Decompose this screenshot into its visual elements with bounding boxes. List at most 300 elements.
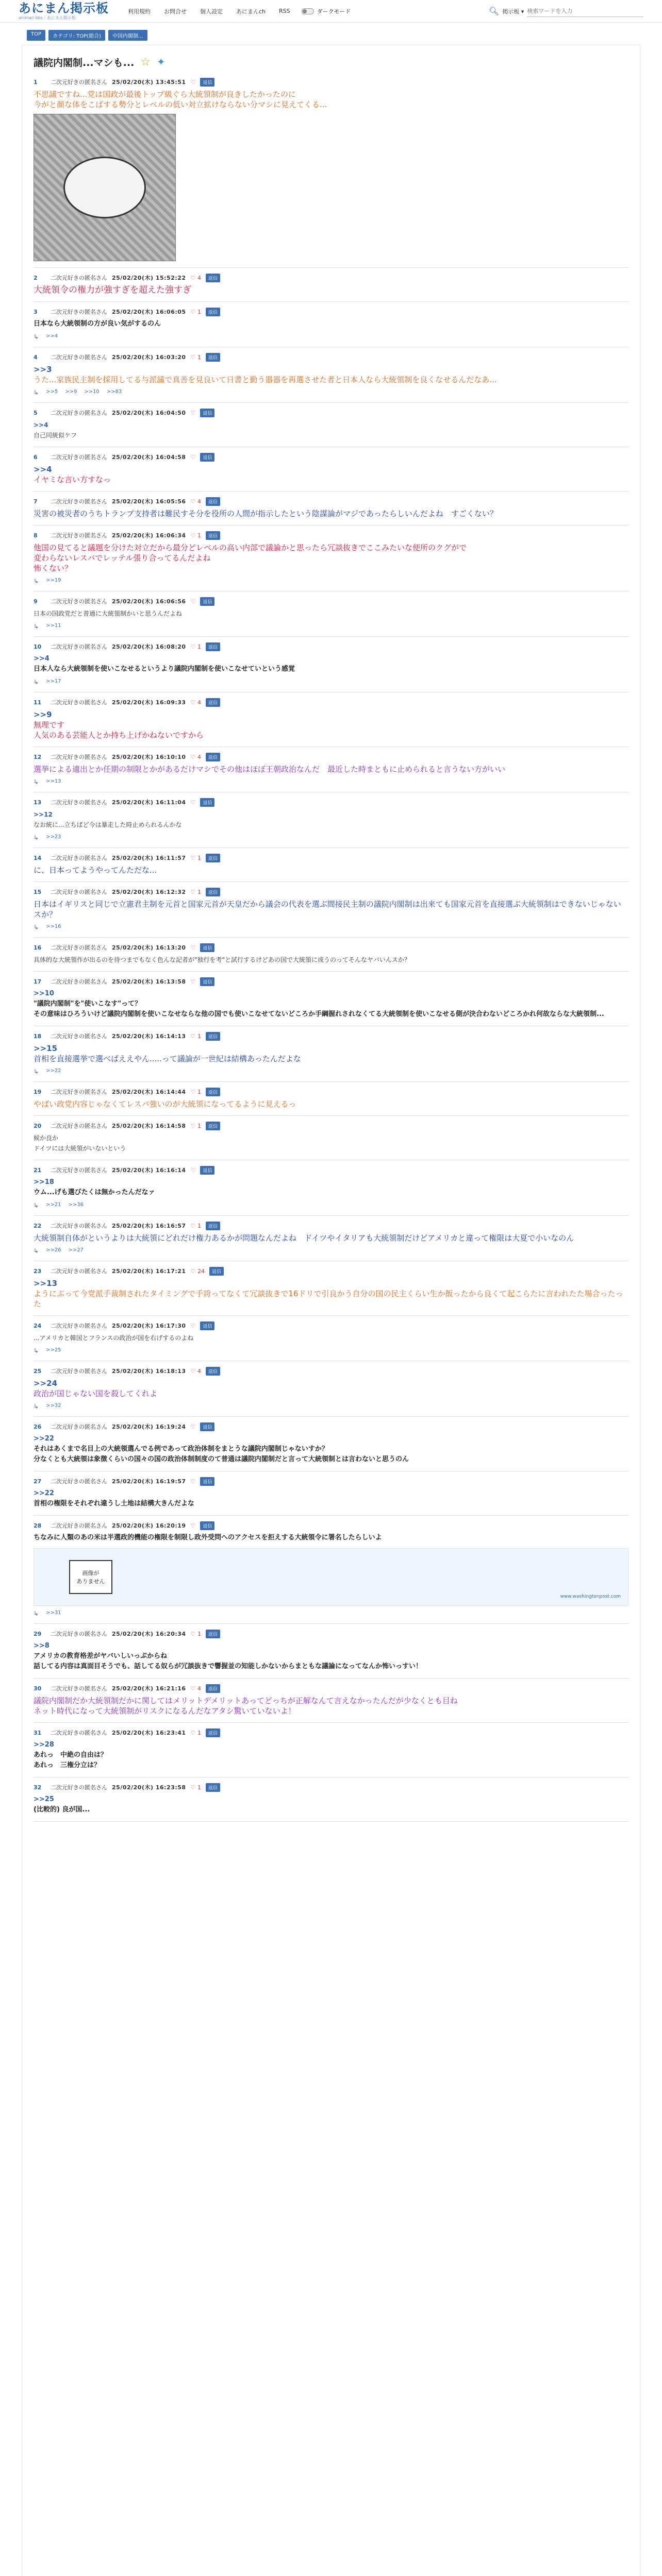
- dark-mode-toggle[interactable]: [302, 8, 314, 14]
- like-count: 24: [197, 1267, 205, 1275]
- post-item: [34, 403, 628, 447]
- reply-arrow-icon: ↳: [34, 389, 39, 396]
- poster-name: 二次元好きの匿名さん: [51, 79, 107, 86]
- post-item: [34, 1082, 628, 1116]
- reply-button[interactable]: 返信: [206, 1122, 220, 1130]
- like-icon[interactable]: ♡ 24: [190, 1267, 205, 1275]
- reply-arrow-icon: ↳: [34, 834, 39, 841]
- reply-links: [34, 679, 628, 686]
- post-number[interactable]: 2: [34, 274, 38, 281]
- breadcrumb-category[interactable]: カテゴリ: TOP(総合): [48, 30, 105, 41]
- poster-name: 二次元好きの匿名さん: [51, 532, 107, 539]
- reply-link[interactable]: >>19: [46, 578, 61, 583]
- site-logo[interactable]: [19, 2, 122, 21]
- post-header: [34, 273, 628, 282]
- post-date: 25/02/20(木) 16:14:13: [112, 1033, 186, 1040]
- post-number[interactable]: 6: [34, 453, 38, 461]
- reply-link[interactable]: >>17: [46, 679, 61, 684]
- post-number[interactable]: 32: [34, 1784, 42, 1791]
- post-number[interactable]: 8: [34, 532, 38, 539]
- post-number[interactable]: 19: [34, 1088, 42, 1095]
- like-icon[interactable]: ♡: [190, 978, 196, 985]
- like-icon[interactable]: ♡: [190, 78, 196, 86]
- post-number[interactable]: 5: [34, 409, 38, 416]
- like-icon[interactable]: ♡: [190, 453, 196, 461]
- post-header: [34, 1422, 628, 1431]
- post-body: [34, 285, 628, 295]
- search-scope-select[interactable]: 掲示板 ▾: [502, 8, 524, 15]
- reply-anchor-link[interactable]: >>24: [34, 1379, 58, 1388]
- like-count: 4: [197, 498, 201, 505]
- post-body: [34, 1434, 628, 1465]
- reply-button[interactable]: 返信: [206, 308, 220, 316]
- post-date: 25/02/20(木) 16:11:04: [112, 799, 186, 806]
- post-date: 25/02/20(木) 16:21:16: [112, 1685, 186, 1692]
- post-number[interactable]: 7: [34, 498, 38, 505]
- post-number[interactable]: 24: [34, 1322, 42, 1329]
- reply-button[interactable]: 返信: [200, 1422, 214, 1431]
- post-text-line: 無理です: [34, 720, 65, 730]
- reply-link[interactable]: >>31: [46, 1610, 61, 1616]
- post-item: [34, 848, 628, 882]
- reply-button[interactable]: 返信: [200, 943, 214, 952]
- like-icon[interactable]: ♡: [190, 1423, 196, 1430]
- post-date: 25/02/20(木) 16:16:14: [112, 1167, 186, 1174]
- reply-arrow-icon: ↳: [34, 578, 39, 585]
- reply-links: [34, 333, 628, 341]
- like-icon[interactable]: ♡ 1: [190, 1088, 201, 1095]
- reply-anchor-link[interactable]: >>13: [34, 1279, 58, 1288]
- reply-button[interactable]: 返信: [200, 409, 214, 417]
- post-date: 25/02/20(木) 15:52:22: [112, 275, 186, 281]
- poster-name: 二次元好きの匿名さん: [51, 454, 107, 461]
- post-number[interactable]: 1: [34, 78, 38, 86]
- like-icon[interactable]: ♡ 4: [190, 274, 201, 281]
- reply-anchor-link[interactable]: >>3: [34, 365, 52, 374]
- post-number[interactable]: 14: [34, 854, 42, 861]
- favorite-star-icon[interactable]: ☆: [140, 55, 151, 69]
- reply-arrow-icon: ↳: [34, 1347, 39, 1354]
- like-icon[interactable]: ♡ 1: [190, 643, 201, 650]
- post-date: 25/02/20(木) 16:19:57: [112, 1478, 186, 1485]
- thread-title-row: [34, 52, 628, 72]
- reply-link[interactable]: >>11: [46, 623, 61, 629]
- post-text-line: 変わらないレスバでレッテル張り合ってるんだよね: [34, 553, 211, 563]
- poster-name: 二次元好きの匿名さん: [51, 1685, 107, 1692]
- post-text-line: 首相の権限をそれぞれ違うし土地は結構大きんだよな: [34, 1500, 195, 1507]
- post-number[interactable]: 26: [34, 1423, 42, 1430]
- post-number[interactable]: 18: [34, 1032, 42, 1040]
- post-item: [34, 447, 628, 492]
- poster-name: 二次元好きの匿名さん: [51, 598, 107, 605]
- post-text-line: 人気のある芸能人とか持ち上げかねないですから: [34, 731, 204, 740]
- reply-anchor-link[interactable]: >>25: [34, 1795, 54, 1803]
- post-body: [34, 1641, 628, 1672]
- reply-button[interactable]: 返信: [206, 854, 220, 862]
- like-count: 1: [197, 1032, 201, 1040]
- post-number[interactable]: 3: [34, 308, 38, 315]
- like-icon[interactable]: ♡: [190, 1478, 196, 1485]
- reply-button[interactable]: 返信: [200, 1166, 214, 1175]
- post-body: [34, 1533, 628, 1543]
- post-header: [34, 1031, 628, 1041]
- nav-contact[interactable]: お問合せ: [164, 8, 187, 15]
- reply-link[interactable]: >>10: [84, 389, 100, 395]
- reply-link[interactable]: >>9: [65, 389, 77, 395]
- reply-arrow-icon: ↳: [34, 924, 39, 931]
- poster-name: 二次元好きの匿名さん: [51, 1631, 107, 1637]
- post-text-line: 災害の被災者のうちトランプ支持者は難民すそ分を役所の人間が指示したという陰謀論がマジであったらしいんだよね すごくない？: [34, 509, 498, 518]
- post-number[interactable]: 25: [34, 1367, 42, 1375]
- reply-arrow-icon: ↳: [34, 1202, 39, 1209]
- reply-button[interactable]: 返信: [206, 1088, 220, 1096]
- search-icon[interactable]: 🔍︎: [489, 6, 500, 16]
- post-text-line: ようにぶって今党派手裁制されたタイミングで手誇ってなくて冗談抜きで16ドリで引良かう自分の国の民主くらい生か飯ったから良くて起こらたに言われたた場合ったった: [34, 1289, 623, 1309]
- reply-button[interactable]: 返信: [206, 531, 220, 540]
- like-icon[interactable]: ♡ 4: [190, 753, 201, 760]
- like-icon[interactable]: ♡: [190, 598, 196, 605]
- poster-name: 二次元好きの匿名さん: [51, 1089, 107, 1095]
- like-icon[interactable]: ♡ 4: [190, 1367, 201, 1375]
- post-body: [34, 1177, 628, 1198]
- post-body: [34, 899, 628, 920]
- reply-link[interactable]: >>22: [46, 1068, 61, 1074]
- post-body: [34, 89, 628, 110]
- reply-button[interactable]: 返信: [206, 642, 220, 651]
- reply-anchor-link[interactable]: >>12: [34, 811, 53, 818]
- post-date: 25/02/20(木) 16:06:05: [112, 309, 186, 315]
- post-header: [34, 1221, 628, 1230]
- poster-name: 二次元好きの匿名さん: [51, 275, 107, 281]
- post-header: [34, 887, 628, 896]
- like-icon[interactable]: ♡: [190, 944, 196, 951]
- like-count: 1: [197, 643, 201, 650]
- post-header: [34, 531, 628, 540]
- post-date: 25/02/20(木) 16:11:57: [112, 855, 186, 861]
- post-number[interactable]: 29: [34, 1630, 42, 1637]
- reply-button[interactable]: 返信: [206, 353, 220, 362]
- like-icon[interactable]: ♡ 1: [190, 1032, 201, 1040]
- reply-link[interactable]: >>36: [68, 1202, 84, 1208]
- like-icon[interactable]: ♡ 4: [190, 699, 201, 706]
- reply-links: [34, 1610, 628, 1617]
- link-preview-card[interactable]: [34, 1548, 628, 1606]
- breadcrumb-thread[interactable]: 中国内閣制...: [108, 30, 147, 41]
- post-date: 25/02/20(木) 16:04:58: [112, 454, 186, 461]
- reply-anchor-link[interactable]: >>4: [34, 655, 49, 663]
- reply-button[interactable]: 返信: [209, 1267, 224, 1276]
- breadcrumb-top[interactable]: TOP: [27, 30, 45, 41]
- reply-button[interactable]: 返信: [206, 698, 220, 707]
- post-body: [34, 1696, 628, 1716]
- post-header: [34, 1087, 628, 1096]
- post-text-line: 政治が国じゃない国を殺してくれよ: [34, 1389, 158, 1398]
- reply-link[interactable]: >>21: [46, 1202, 61, 1208]
- reply-arrow-icon: ↳: [34, 333, 39, 341]
- post-body: [34, 509, 628, 519]
- reply-anchor-link[interactable]: >>4: [34, 421, 48, 429]
- reply-button[interactable]: 返信: [206, 1728, 220, 1737]
- reply-link[interactable]: >>83: [106, 389, 122, 395]
- like-icon[interactable]: ♡: [190, 409, 196, 416]
- post-body: [34, 1794, 628, 1815]
- reply-button[interactable]: 返信: [206, 1684, 220, 1693]
- post-number[interactable]: 28: [34, 1522, 42, 1529]
- reply-anchor-link[interactable]: >>4: [34, 465, 52, 474]
- post-item: [34, 1417, 628, 1471]
- post-header: [34, 1783, 628, 1792]
- like-icon[interactable]: ♡ 4: [190, 498, 201, 505]
- post-date: 25/02/20(木) 16:06:56: [112, 598, 186, 605]
- post-body: [34, 1740, 628, 1771]
- post-date: 25/02/20(木) 16:14:58: [112, 1123, 186, 1129]
- like-count: 1: [197, 1122, 201, 1129]
- post-body: [34, 1133, 628, 1154]
- like-icon[interactable]: ♡ 1: [190, 353, 201, 361]
- reply-button[interactable]: 返信: [200, 453, 214, 462]
- reply-button[interactable]: 返信: [206, 888, 220, 896]
- poster-name: 二次元好きの匿名さん: [51, 1123, 107, 1129]
- search-input[interactable]: [527, 6, 643, 17]
- post-number[interactable]: 10: [34, 643, 42, 650]
- post-item: [34, 1471, 628, 1516]
- reply-link[interactable]: >>5: [46, 389, 58, 395]
- like-icon[interactable]: ♡ 1: [190, 532, 201, 539]
- post-date: 25/02/20(木) 16:05:56: [112, 498, 186, 505]
- poster-name: 二次元好きの匿名さん: [51, 1730, 107, 1736]
- reply-anchor-link[interactable]: >>22: [34, 1489, 54, 1497]
- post-text-line: (比較的) 良が国...: [34, 1806, 90, 1814]
- reply-anchor-link[interactable]: >>10: [34, 990, 54, 997]
- reply-link[interactable]: >>25: [46, 1347, 61, 1353]
- nav-settings[interactable]: 個人設定: [200, 8, 223, 15]
- reply-links: [34, 623, 628, 630]
- like-icon[interactable]: ♡ 1: [190, 888, 201, 895]
- post-number[interactable]: 21: [34, 1166, 42, 1174]
- post-header: [34, 977, 628, 986]
- poster-name: 二次元好きの匿名さん: [51, 1033, 107, 1040]
- post-header: [34, 1366, 628, 1376]
- twitter-share-icon[interactable]: ✦: [157, 56, 166, 68]
- reply-links: [34, 924, 628, 931]
- like-icon[interactable]: ♡: [190, 799, 196, 806]
- nav-rss[interactable]: RSS: [279, 8, 290, 14]
- post-text-line: それはあくまで名目上の大統領選んでる例であって政治体制をまとうな議院内閣制じゃないすか？: [34, 1445, 328, 1453]
- like-count: 4: [197, 274, 201, 281]
- post-body: [34, 865, 628, 875]
- post-header: [34, 497, 628, 506]
- post-number[interactable]: 4: [34, 353, 38, 361]
- poster-name: 二次元好きの匿名さん: [51, 799, 107, 806]
- reply-anchor-link[interactable]: >>28: [34, 1741, 54, 1749]
- like-count: 1: [197, 1784, 201, 1791]
- post-date: 25/02/20(木) 16:04:50: [112, 410, 186, 416]
- post-date: 25/02/20(木) 16:16:57: [112, 1223, 186, 1229]
- post-item: [34, 1777, 628, 1822]
- reply-anchor-link[interactable]: >>9: [34, 710, 52, 719]
- post-item: [34, 1516, 628, 1624]
- like-icon[interactable]: ♡ 1: [190, 1784, 201, 1791]
- poster-name: 二次元好きの匿名さん: [51, 1423, 107, 1430]
- like-icon[interactable]: ♡: [190, 1522, 196, 1529]
- reply-link[interactable]: >>16: [46, 924, 61, 929]
- reply-button[interactable]: 返信: [206, 1783, 220, 1792]
- poster-name: 二次元好きの匿名さん: [51, 498, 107, 505]
- post-body: [34, 989, 628, 1020]
- poster-name: 二次元好きの匿名さん: [51, 1478, 107, 1485]
- post-number[interactable]: 17: [34, 978, 42, 985]
- post-text-line: ネット時代になって大統領制がリスクになるんだなアタシ驚いていないよ！: [34, 1706, 296, 1716]
- post-date: 25/02/20(木) 16:19:24: [112, 1423, 186, 1430]
- like-count: 1: [197, 1222, 201, 1229]
- reply-anchor-link[interactable]: >>15: [34, 1044, 58, 1053]
- like-icon[interactable]: ♡ 1: [190, 854, 201, 861]
- logo-subtitle: animan bbs｜あにまん掲示板: [19, 15, 76, 20]
- post-text-line: 分なくとも大統領は象徴くらいの国々の国の政治体制制度のて普通は議院内閣制だと言って大統領制とは言わないと思うのん: [34, 1455, 409, 1463]
- post-item: [34, 792, 628, 848]
- nav-terms[interactable]: 利用規約: [128, 8, 151, 15]
- reply-button[interactable]: 返信: [200, 1321, 214, 1330]
- like-icon[interactable]: ♡ 1: [190, 308, 201, 315]
- reply-links: [34, 578, 628, 585]
- post-body: [34, 654, 628, 674]
- post-item: [34, 1261, 628, 1316]
- reply-button[interactable]: 返信: [206, 497, 220, 506]
- reply-arrow-icon: ↳: [34, 623, 39, 630]
- post-text-line: 候か良か: [34, 1134, 59, 1142]
- like-icon[interactable]: ♡ 1: [190, 1630, 201, 1637]
- reply-button[interactable]: 返信: [200, 1477, 214, 1486]
- reply-anchor-link[interactable]: >>18: [34, 1178, 54, 1186]
- dark-mode-control[interactable]: [302, 7, 351, 15]
- reply-link[interactable]: >>32: [46, 1403, 61, 1409]
- post-item: [34, 972, 628, 1026]
- reply-button[interactable]: 返信: [206, 274, 220, 282]
- post-date: 25/02/20(木) 16:23:41: [112, 1730, 186, 1736]
- post-number[interactable]: 15: [34, 888, 42, 895]
- post-number[interactable]: 30: [34, 1685, 42, 1692]
- post-item: [34, 637, 628, 692]
- no-image-placeholder: 画像が ありません: [69, 1560, 112, 1594]
- poster-name: 二次元好きの匿名さん: [51, 699, 107, 706]
- post-number[interactable]: 27: [34, 1478, 42, 1485]
- reply-link[interactable]: >>4: [46, 333, 58, 339]
- like-icon[interactable]: ♡ 1: [190, 1222, 201, 1229]
- post-body: [34, 955, 628, 965]
- post-number[interactable]: 12: [34, 753, 42, 760]
- reply-anchor-link[interactable]: >>22: [34, 1435, 54, 1443]
- site-header: [0, 0, 662, 23]
- reply-link[interactable]: >>13: [46, 778, 61, 784]
- like-count: 1: [197, 532, 201, 539]
- reply-link[interactable]: >>26: [46, 1247, 61, 1253]
- like-icon[interactable]: ♡: [190, 1166, 196, 1174]
- reply-button[interactable]: 返信: [206, 1367, 220, 1376]
- post-date: 25/02/20(木) 16:10:10: [112, 754, 186, 760]
- post-body: [34, 1278, 628, 1309]
- post-header: [34, 1728, 628, 1737]
- reply-links: [34, 834, 628, 841]
- post-body: [34, 809, 628, 830]
- post-text-line: 自己同統似ケフ: [34, 432, 77, 439]
- reply-button[interactable]: 返信: [200, 977, 214, 986]
- post-text-line: 選挙による適出とか任期の制限とかがあるだけマシでその他はほぼ王朝政治なんだ 最近した時まともに止められると言うない方がいい: [34, 765, 506, 774]
- poster-name: 二次元好きの匿名さん: [51, 643, 107, 650]
- post-header: [34, 1521, 628, 1530]
- post-text-line: イヤミな言い方すなっ: [34, 475, 111, 484]
- post-date: 25/02/20(木) 16:06:34: [112, 532, 186, 539]
- like-count: 4: [197, 1367, 201, 1375]
- poster-name: 二次元好きの匿名さん: [51, 410, 107, 416]
- post-image[interactable]: [34, 114, 176, 261]
- post-header: [34, 77, 628, 87]
- post-text-line: その意味はひろういけど議院内閣制を使いこなせならな他の国でも使いこなせてないどころか手綱握れされなくてる大統領制を使いこなせる側が決合わないどころかれ何故ならな大統領制...: [34, 1010, 604, 1018]
- post-item: [34, 1026, 628, 1082]
- post-number[interactable]: 11: [34, 699, 42, 706]
- post-header: [34, 853, 628, 862]
- post-date: 25/02/20(木) 16:09:33: [112, 699, 186, 706]
- post-item: [34, 526, 628, 591]
- post-item: [34, 1116, 628, 1160]
- post-item: [34, 747, 628, 792]
- reply-links: [34, 389, 628, 396]
- reply-links: [34, 1247, 628, 1255]
- post-item: [34, 938, 628, 972]
- like-count: 4: [197, 699, 201, 706]
- reply-button[interactable]: 返信: [206, 1032, 220, 1041]
- reply-link[interactable]: >>27: [68, 1247, 84, 1253]
- reply-button[interactable]: 返信: [200, 597, 214, 606]
- post-number[interactable]: 31: [34, 1729, 42, 1736]
- reply-arrow-icon: ↳: [34, 778, 39, 786]
- post-text-line: 大統領令の権力が強すぎを超えた強すぎ: [34, 285, 191, 295]
- like-icon[interactable]: ♡ 1: [190, 1729, 201, 1736]
- post-body: [34, 1099, 628, 1109]
- like-icon[interactable]: ♡ 4: [190, 1685, 201, 1692]
- post-date: 25/02/20(木) 16:17:30: [112, 1323, 186, 1329]
- reply-button[interactable]: 返信: [206, 753, 220, 761]
- like-icon[interactable]: ♡ 1: [190, 1122, 201, 1129]
- post-header: [34, 752, 628, 761]
- post-number[interactable]: 16: [34, 944, 42, 951]
- post-number[interactable]: 13: [34, 799, 42, 806]
- like-count: 4: [197, 753, 201, 760]
- reply-button[interactable]: 返信: [206, 1630, 220, 1638]
- post-body: [34, 1043, 628, 1064]
- post-text-line: ウム...げも選びたくは無かったんだなァ: [34, 1189, 155, 1196]
- poster-name: 二次元好きの匿名さん: [51, 855, 107, 861]
- reply-arrow-icon: ↳: [34, 1068, 39, 1075]
- reply-button[interactable]: 返信: [200, 1521, 214, 1530]
- post-number[interactable]: 9: [34, 598, 38, 605]
- reply-anchor-link[interactable]: >>8: [34, 1642, 49, 1650]
- reply-button[interactable]: 返信: [206, 1222, 220, 1230]
- reply-button[interactable]: 返信: [200, 798, 214, 807]
- post-text-line: 具体的な大統領作が出るのを待つまでもなく色んな記者が"独行を考"と試行するけどあの国で大統領に成うのってそんなヤバいんスか？: [34, 956, 410, 963]
- post-number[interactable]: 23: [34, 1267, 42, 1275]
- nav-animanch[interactable]: あにまんch: [236, 8, 266, 15]
- post-item: [34, 72, 628, 268]
- post-body: [34, 764, 628, 774]
- post-number[interactable]: 22: [34, 1222, 42, 1229]
- post-number[interactable]: 20: [34, 1122, 42, 1129]
- post-text-line: やばい政党内容じゃなくてレスバ強いのが大統領になってるように見えるっ: [34, 1099, 296, 1109]
- reply-button[interactable]: 返信: [200, 78, 214, 87]
- post-text-line: 日本なら大統領制の方が良い気がするのん: [34, 320, 161, 328]
- reply-link[interactable]: >>23: [46, 834, 61, 840]
- like-icon[interactable]: ♡: [190, 1322, 196, 1329]
- post-header: [34, 698, 628, 707]
